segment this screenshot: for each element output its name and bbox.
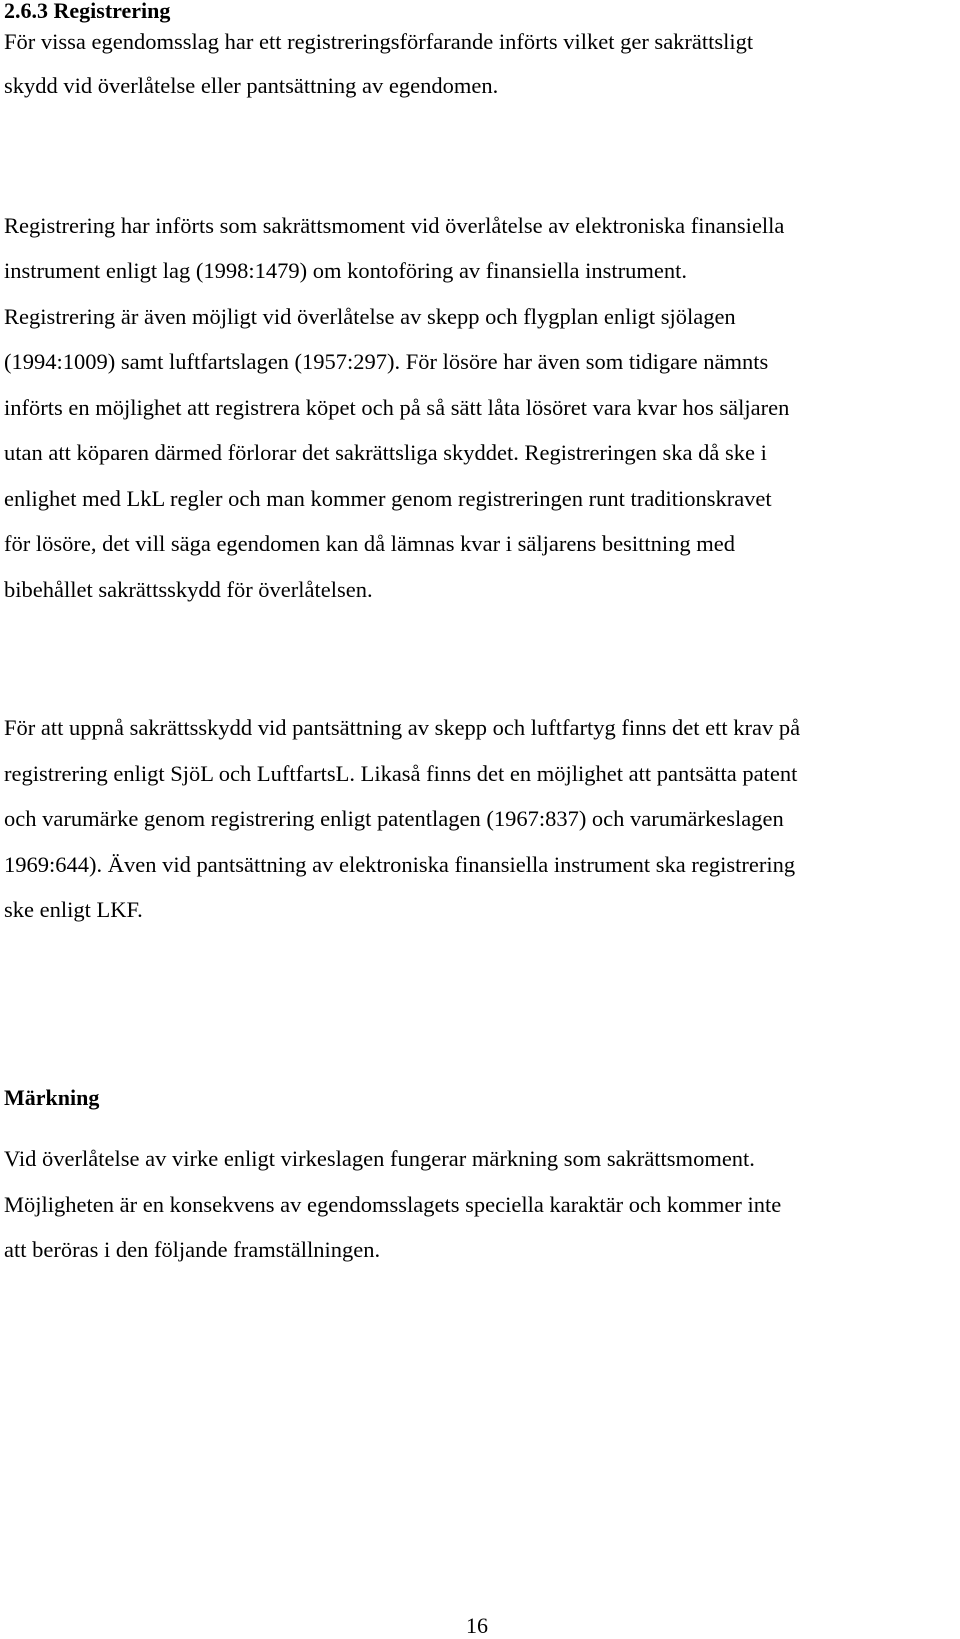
paragraph-line: och varumärke genom registrering enligt patentlagen (1967:837) och varumärkeslagen (4, 806, 784, 831)
paragraph-line: För att uppnå sakrättsskydd vid pantsättning av skepp och luftfartyg finns det ett krav på (4, 715, 801, 740)
paragraph-line: ske enligt LKF. (4, 897, 143, 922)
page-number: 16 (466, 1613, 488, 1638)
paragraph-line: bibehållet sakrättsskydd för överlåtelsen. (4, 577, 373, 602)
paragraph-line: Vid överlåtelse av virke enligt virkeslagen fungerar märkning som sakrättsmoment. (4, 1146, 755, 1171)
paragraph-line: instrument enligt lag (1998:1479) om kontoföring av finansiella instrument. (4, 258, 688, 283)
paragraph-line: Registrering har införts som sakrättsmoment vid överlåtelse av elektroniska finansiella (4, 213, 785, 238)
paragraph-line: enlighet med LkL regler och man kommer genom registreringen runt traditionskravet (4, 486, 772, 511)
paragraph-line: att beröras i den följande framställningen. (4, 1237, 381, 1262)
paragraph-line: (1994:1009) samt luftfartslagen (1957:297). För lösöre har även som tidigare nämnts (4, 349, 769, 374)
section-heading: 2.6.3 Registrering (4, 0, 171, 23)
paragraph-line: införts en möjlighet att registrera köpet och på så sätt låta lösöret vara kvar hos säljaren (4, 395, 790, 420)
paragraph-line: för lösöre, det vill säga egendomen kan då lämnas kvar i säljarens besittning med (4, 531, 736, 556)
paragraph-line: För vissa egendomsslag har ett registreringsförfarande införts vilket ger sakrättsligt (4, 29, 754, 54)
paragraph-line: skydd vid överlåtelse eller pantsättning av egendomen. (4, 73, 499, 98)
paragraph-line: 1969:644). Även vid pantsättning av elektroniska finansiella instrument ska registrering (4, 852, 796, 877)
paragraph-line: registrering enligt SjöL och LuftfartsL. Likaså finns det en möjlighet att pantsätta patent (4, 761, 798, 786)
paragraph-line: Möjligheten är en konsekvens av egendomsslagets speciella karaktär och kommer inte (4, 1192, 782, 1217)
paragraph-line: Registrering är även möjligt vid överlåtelse av skepp och flygplan enligt sjölagen (4, 304, 736, 329)
paragraph-line: utan att köparen därmed förlorar det sakrättsliga skyddet. Registreringen ska då ske i (4, 440, 767, 465)
subheading: Märkning (4, 1085, 100, 1110)
